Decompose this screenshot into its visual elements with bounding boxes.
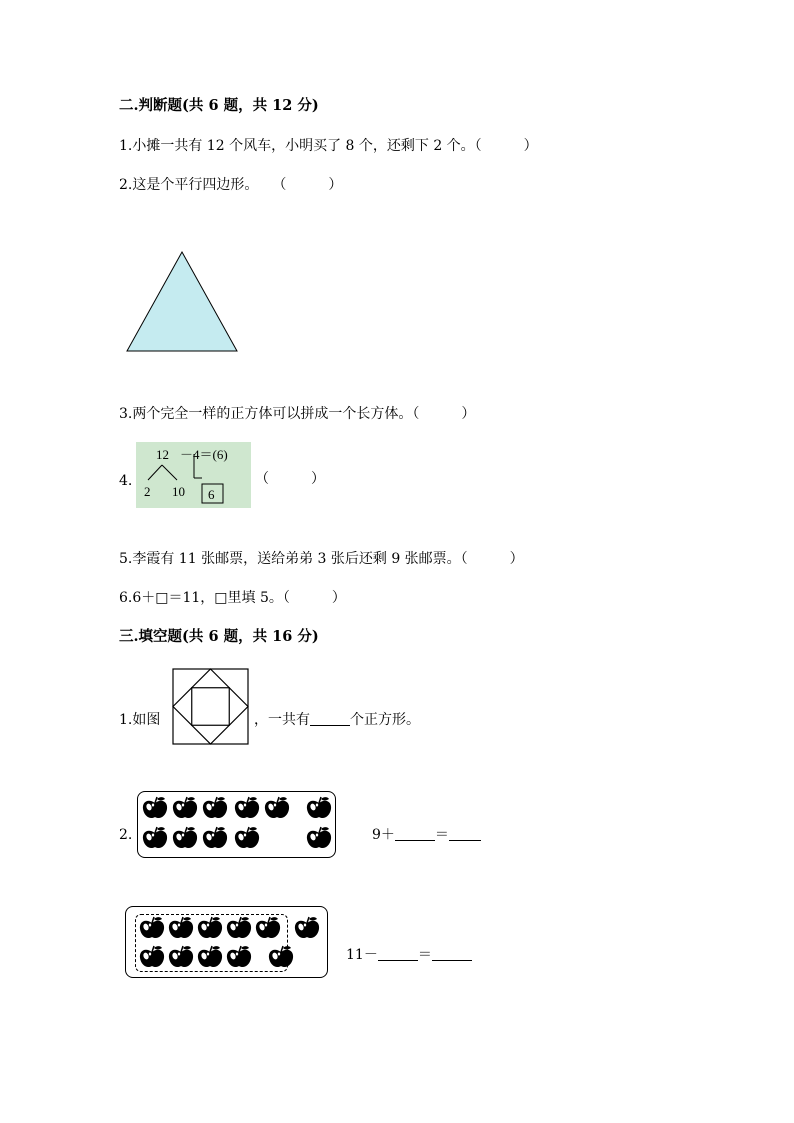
question-1: 1.小摊一共有 12 个风车，小明买了 8 个，还剩下 2 个。（ ）: [119, 138, 538, 154]
question-4-number: 4.: [119, 473, 133, 489]
question-3: 3.两个完全一样的正方体可以拼成一个长方体。（ ）: [119, 406, 476, 422]
apple-icon: [139, 945, 165, 969]
fill-q2-blank-2[interactable]: [449, 826, 481, 841]
fill-q1-suffix: [254, 711, 420, 729]
apple-icon: [306, 826, 332, 850]
fill-q2-mid: ＝: [434, 827, 449, 843]
apple-icon: [202, 796, 228, 820]
triangle-figure: [125, 250, 241, 354]
apple-icon: [255, 916, 281, 940]
fill-q2b-blank-1[interactable]: [378, 946, 418, 961]
apple-box-2: [125, 906, 328, 978]
fill-q2b-left: 11－: [346, 947, 378, 963]
apple-icon: [294, 916, 320, 940]
question-6: 6.6＋□＝11，□里填 5。（ ）: [119, 590, 346, 606]
apple-box-1: [137, 791, 336, 858]
apple-icon: [142, 796, 168, 820]
apple-icon: [172, 826, 198, 850]
apple-icon: [197, 916, 223, 940]
boxed-text: 6: [208, 487, 215, 502]
section-3-heading: 三.填空题(共 6 题，共 16 分): [119, 628, 319, 645]
fill-q1-blank[interactable]: [310, 711, 350, 726]
fill-q2b-equation: [346, 946, 472, 964]
apple-icon: [264, 796, 290, 820]
fill-q1-suffix-text: ，一共有: [254, 712, 310, 728]
fill-q2-blank-1[interactable]: [395, 826, 435, 841]
apple-icon: [226, 945, 252, 969]
apple-icon: [226, 916, 252, 940]
apple-icon: [168, 945, 194, 969]
section-2-heading: 二.判断题(共 6 题，共 12 分): [119, 97, 319, 114]
fill-q2b-mid: ＝: [417, 947, 432, 963]
question-5: 5.李霞有 11 张邮票，送给弟弟 3 张后还剩 9 张邮票。（ ）: [119, 551, 524, 567]
part-a-text: 2: [144, 484, 151, 499]
apple-icon: [197, 945, 223, 969]
apple-icon: [139, 916, 165, 940]
fill-q1-end-text: 个正方形。: [350, 712, 420, 728]
expression-text: －4＝(6): [180, 447, 228, 462]
apple-icon: [234, 796, 260, 820]
question-4-paren: （ ）: [255, 471, 325, 487]
apple-icon: [234, 826, 260, 850]
nested-squares-figure: [172, 668, 250, 746]
apple-icon: [306, 796, 332, 820]
fill-q2-number: 2.: [119, 827, 133, 843]
question-2: 2.这是个平行四边形。 （ ）: [119, 177, 343, 193]
minuend-text: 12: [156, 447, 169, 462]
question-4-figure: [136, 442, 251, 508]
apple-icon: [202, 826, 228, 850]
apple-icon: [168, 916, 194, 940]
apple-icon: [172, 796, 198, 820]
fill-q1-prefix: 1.如图: [119, 712, 161, 728]
part-b-text: 10: [172, 484, 185, 499]
fill-q2-left: 9＋: [372, 827, 395, 843]
apple-icon: [142, 826, 168, 850]
fill-q2b-blank-2[interactable]: [432, 946, 472, 961]
fill-q2-equation: [372, 826, 481, 844]
apple-icon: [268, 945, 294, 969]
